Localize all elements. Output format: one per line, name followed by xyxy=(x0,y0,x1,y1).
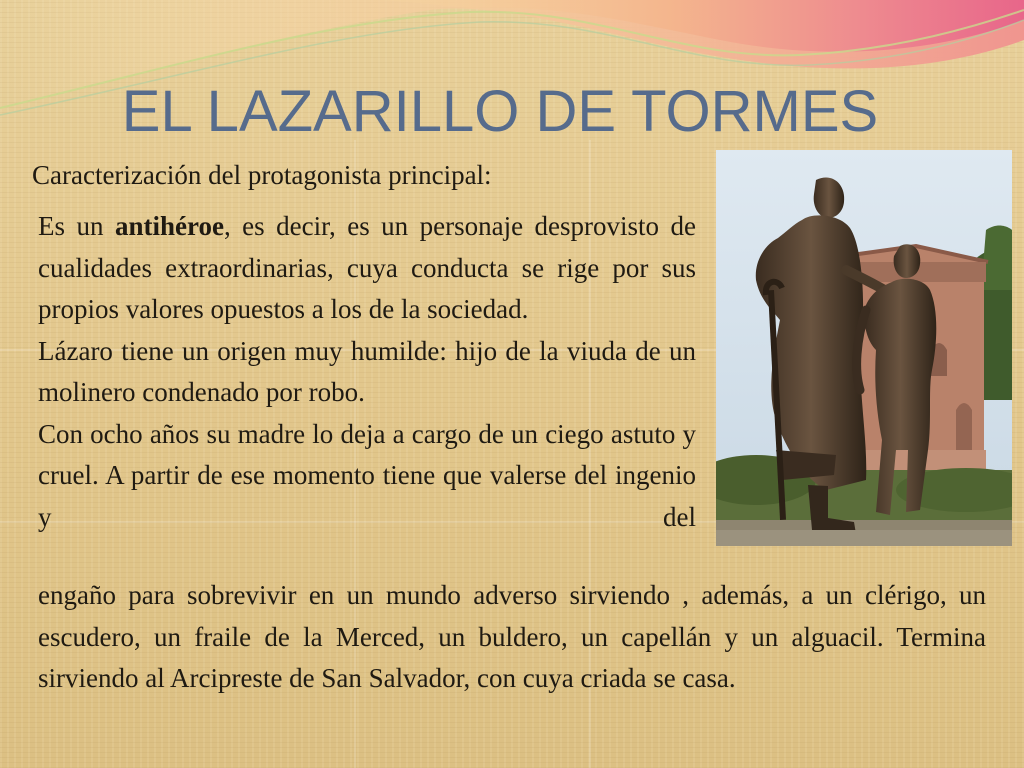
antiheroe-term: antihéroe xyxy=(114,211,224,241)
body-text-narrow xyxy=(38,206,696,538)
paragraph-ciego-end: engaño para sobrevivir en un mundo adverso sirviendo , además, a un clérigo, un escudero, un fraile de la Merced, un buldero, un capellán y un alguacil. Termina sirviendo al Arcipreste de San Salvador, con cuya criada se casa. xyxy=(38,580,986,693)
slide-subtitle: Caracterización del protagonista principal: xyxy=(32,160,492,190)
paragraph1-prefix: Es un xyxy=(38,211,115,241)
paragraph-antiheroe xyxy=(38,206,696,331)
paragraph1-suffix: , es decir, es un personaje desprovisto de cualidades extraordinarias, cuya conducta se rige por sus propios valores opuestos a los de la sociedad. xyxy=(38,211,696,324)
statue-photo xyxy=(716,150,1012,546)
slide-title: EL LAZARILLO DE TORMES xyxy=(121,79,879,144)
paragraph-origin: Lázaro tiene un origen muy humilde: hijo de la viuda de un molinero condenado por robo. xyxy=(38,335,696,407)
paragraph-ciego-start: Con ocho años su madre lo deja a cargo de un ciego astuto y cruel. A partir de ese momento tiene que valerse del ingenio y del xyxy=(38,418,696,532)
